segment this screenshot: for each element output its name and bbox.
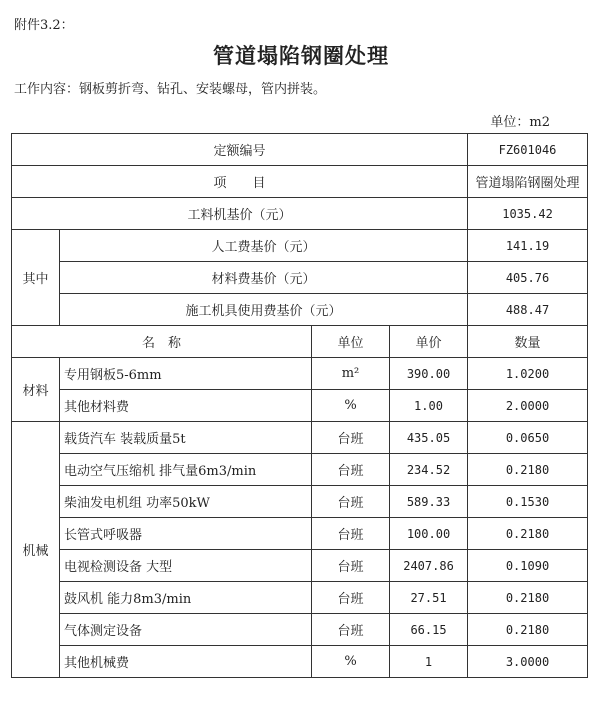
materials-group-label: 材料	[12, 358, 60, 422]
resource-qty: 0.2180	[468, 582, 588, 614]
table-row	[12, 550, 588, 582]
work-content: 工作内容：钢板剪折弯、钻孔、安装螺母，管内拼装。	[14, 82, 327, 97]
resource-price: 589.33	[390, 486, 468, 518]
resource-price: 435.05	[390, 422, 468, 454]
resource-price: 100.00	[390, 518, 468, 550]
resource-unit: 台班	[312, 550, 390, 582]
resource-qty: 1.0200	[468, 358, 588, 390]
resource-unit: 台班	[312, 582, 390, 614]
page-title: 管道塌陷钢圈处理	[213, 43, 389, 68]
column-header-name: 名 称	[12, 326, 312, 358]
labor-cost-value: 141.19	[468, 230, 588, 262]
table-row	[12, 486, 588, 518]
resource-qty: 3.0000	[468, 646, 588, 678]
resource-name: 柴油发电机组 功率50kW	[60, 486, 312, 518]
resource-name: 其他机械费	[60, 646, 312, 678]
resource-name: 其他材料费	[60, 390, 312, 422]
resource-unit: %	[312, 390, 390, 422]
unit-label: 单位：m2	[490, 115, 550, 130]
column-header-unit: 单位	[312, 326, 390, 358]
resource-qty: 0.0650	[468, 422, 588, 454]
resource-name: 鼓风机 能力8m3/min	[60, 582, 312, 614]
table-row	[12, 454, 588, 486]
base-price-row	[12, 198, 588, 230]
resource-unit: m²	[312, 358, 390, 390]
resource-unit: 台班	[312, 422, 390, 454]
item-row	[12, 166, 588, 198]
table-row	[12, 646, 588, 678]
resource-unit: 台班	[312, 518, 390, 550]
machinery-cost-value: 488.47	[468, 294, 588, 326]
resource-qty: 0.1090	[468, 550, 588, 582]
quota-number-value: FZ601046	[468, 134, 588, 166]
column-header-price: 单价	[390, 326, 468, 358]
resource-qty: 2.0000	[468, 390, 588, 422]
machinery-cost-row	[12, 294, 588, 326]
column-header-qty: 数量	[468, 326, 588, 358]
resource-price: 66.15	[390, 614, 468, 646]
quota-number-label: 定额编号	[12, 134, 468, 166]
column-header-row	[12, 326, 588, 358]
resource-unit: 台班	[312, 614, 390, 646]
resource-price: 27.51	[390, 582, 468, 614]
resource-price: 2407.86	[390, 550, 468, 582]
base-price-label: 工料机基价（元）	[12, 198, 468, 230]
item-label: 项 目	[12, 166, 468, 198]
table-row	[12, 614, 588, 646]
resource-price: 390.00	[390, 358, 468, 390]
resource-qty: 0.2180	[468, 454, 588, 486]
quota-number-row	[12, 134, 588, 166]
resource-unit: 台班	[312, 454, 390, 486]
resource-price: 1.00	[390, 390, 468, 422]
material-cost-row	[12, 262, 588, 294]
item-name: 管道塌陷钢圈处理	[468, 166, 588, 198]
resource-qty: 0.2180	[468, 518, 588, 550]
table-row	[12, 422, 588, 454]
resource-price: 234.52	[390, 454, 468, 486]
labor-cost-row	[12, 230, 588, 262]
table-row	[12, 518, 588, 550]
resource-qty: 0.2180	[468, 614, 588, 646]
material-cost-value: 405.76	[468, 262, 588, 294]
machinery-cost-label: 施工机具使用费基价（元）	[60, 294, 468, 326]
resource-name: 专用钢板5-6mm	[60, 358, 312, 390]
table-row	[12, 582, 588, 614]
resource-name: 长管式呼吸器	[60, 518, 312, 550]
resource-name: 载货汽车 装载质量5t	[60, 422, 312, 454]
resource-unit: 台班	[312, 486, 390, 518]
quota-table	[11, 133, 588, 678]
resource-qty: 0.1530	[468, 486, 588, 518]
table-row	[12, 390, 588, 422]
resource-name: 电视检测设备 大型	[60, 550, 312, 582]
material-cost-label: 材料费基价（元）	[60, 262, 468, 294]
resource-unit: %	[312, 646, 390, 678]
resource-name: 电动空气压缩机 排气量6m3/min	[60, 454, 312, 486]
machinery-group-label: 机械	[12, 422, 60, 678]
base-price-value: 1035.42	[468, 198, 588, 230]
resource-name: 气体测定设备	[60, 614, 312, 646]
resource-price: 1	[390, 646, 468, 678]
among-group-label: 其中	[12, 230, 60, 326]
labor-cost-label: 人工费基价（元）	[60, 230, 468, 262]
annex-label: 附件3.2：	[14, 18, 74, 33]
table-row	[12, 358, 588, 390]
